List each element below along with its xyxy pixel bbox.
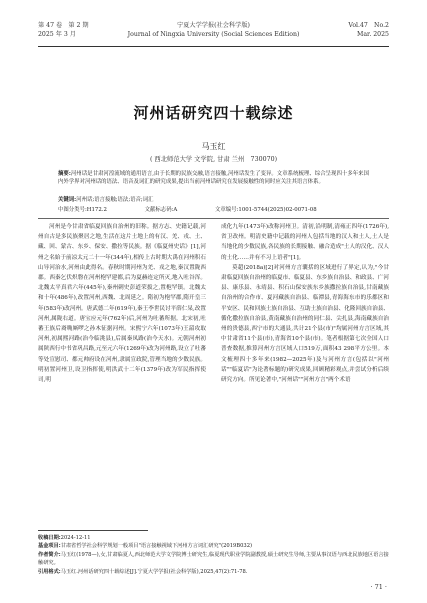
footnote-divider [38, 530, 148, 531]
metadata-divider [38, 218, 389, 219]
date-en: Mar. 2025 [357, 30, 389, 38]
footnotes [38, 534, 389, 576]
paragraph: 莫超(2018a)[2]对河州方言囊括的区域进行了界定,认为,"今甘肃临夏回族自治州的临夏市、临夏县、东乡族自治县、和政县、广河县、康乐县、永靖县、积石山保安族东乡族撒拉族自治县,甘南藏族自治州的合作市、夏河藏族自治县、临潭县,青海海东市的乐都区和平安区、民和回族土族自治县、互助土族自治县、化隆回族自治县、循化撒拉族自治县,黄南藏族自治州的同仁县、尖扎县,海南藏族自治州的贵德县,西宁市的大通县,共计21个县(市)"均属河州方言区域,其中甘肃省11个县(市),青海省10个县(市)。笔者根据第七次全国人口普查数据,推算河州方言区域人口519万,面积43 298平方公里。本文梳理四十多年来(1982—2025年)及与河州方言(包括以"河州话""临夏话"为论著标题的)研究成果,回顾精彩观点,并尝试分析后续研究方向。所见论著中,"河州话""河州方言"两个术语 [221, 264, 389, 384]
document-code: 文献标志码:A [144, 207, 178, 213]
received-value: 2024-12-11 [60, 535, 91, 541]
fund-project [38, 542, 389, 550]
volume-issue-en: Vol.47 No.2 [348, 22, 389, 29]
received-date [38, 534, 389, 542]
abstract [58, 170, 369, 186]
paragraph: 成化九年(1473年)改称河州卫。清初,沿明制,清雍正四年(1726年),省卫改州。明清史籍中记载的河州人包括当地的汉人和土人,土人是当地化的少数民族,各民族的长期接触、融合造成"土人的汉化、汉人的土化……并有不习上语者"[1]。 [221, 224, 389, 261]
author-affiliation: ( 西北师范大学 文学院, 甘肃 兰州 730070) [149, 156, 278, 163]
fund-label: 基金项目: [38, 543, 61, 550]
header-divider [38, 46, 389, 47]
page-number: · 71 · [370, 583, 387, 591]
journal-name-cn: 宁夏大学学报(社会科学版) [177, 22, 250, 29]
header-center [38, 22, 389, 39]
cite-value: 马玉红.河州话研究四十载综述[J].宁夏大学学报(社会科学版),2025,47(2):71-78. [60, 568, 248, 575]
keywords [58, 196, 369, 204]
journal-name-en: Journal of Ningxia University (Social Sciences Edition) [127, 30, 300, 38]
article-title: 河州话研究四十载综述 [133, 104, 294, 122]
abstract-text: 河州话是甘肃河湟流域的通用语言,由于长期的民族交融,语言接触,河州话发生了变异。文章系统梳理、综合呈现四十多年来国内外学界对河州话的语法、语音及词汇的研究成果,提出当前河州话研究在发展接触性的同时应关注其语言体系。 [58, 171, 369, 186]
body-column-right [221, 222, 389, 522]
received-label: 收稿日期: [38, 535, 61, 541]
bio-value: 马玉红(1978—),女,甘肃临夏人,西北师范大学文学院博士研究生,临夏现代职业学院副教授,硕士研究生导师,主要从事汉语与西北民族地区语言接触研究。 [38, 551, 389, 567]
date-cn: 2025 年 3 月 [38, 30, 76, 38]
abstract-label: 摘要: [58, 171, 71, 177]
bio-label: 作者简介: [38, 551, 61, 558]
body-text [38, 222, 389, 522]
fund-value: 甘肃省哲学社会科学规划一般项目"语言接触视域下河州方言词汇研究"(2019B032) [60, 543, 253, 550]
body-column-left [38, 222, 206, 522]
paragraph: 河州是今甘肃省临夏回族自治州的旧称。据方志、史籍记载,河州自古是多民族聚居之地,生活在这片土地上的有汉、羌、戎、土、藏、回、蒙古、东乡、保安、撒拉等民族。据《临夏州史话》[1],河州之名始于前凉太元二十一年(344年),相传上古时期大禹在河州积石山导河治水,河州由此得名。春秋时期河州为羌、戎之地,秦汉置陇西郡。西秦乞伏炽磐在河州枹罕建都,后为夏赫连定所灭,地入吐谷浑。北魏太平真君六年(445年),秦州刺史彭道荣拔之,置枹罕镇。北魏太和十年(486年),改置河州,西魏、北周延之。隋初为枹罕郡,隋开皇三年(583年)改河州。唐武德二年(619年),秦王李世民讨平薛仁杲,改置河州,属陇右道。唐宝应元年(762年)后,河州为吐蕃所据。北宋初,吐蕃王族后裔唃厮啰之孙木征据河州。宋熙宁六年(1073年)王韶攻取河州,初属熙河路(治今临洮县),后属秦凤路(治今天水)。元朝河州初属陕西行中书省巩昌路,元至元六年(1269年)改为河州路,设立了吐蕃等处宣慰司、都元帅府设在河州,隶属宣政院,管理当地的少数民族。明初置河州卫,设卫指挥使,明洪武十二年(1379年)改为军民指挥使司,明 [38, 224, 206, 384]
running-header [38, 22, 389, 48]
citation-format [38, 568, 389, 576]
keywords-label: 关键词: [58, 197, 77, 203]
article-metadata [58, 206, 369, 214]
author-bio [38, 551, 389, 568]
volume-issue-cn: 第 47 卷 第 2 期 [38, 22, 89, 29]
cite-label: 引用格式: [38, 568, 61, 575]
keywords-text: 河州话;语言接触;语法;语音;词汇 [76, 197, 154, 203]
header-right [348, 22, 389, 39]
article-number: 文章编号:1001-5744(2025)02-0071-08 [215, 207, 317, 213]
author-name: 马玉红 [201, 142, 226, 151]
clc-number: 中图分类号:H172.2 [58, 207, 107, 213]
